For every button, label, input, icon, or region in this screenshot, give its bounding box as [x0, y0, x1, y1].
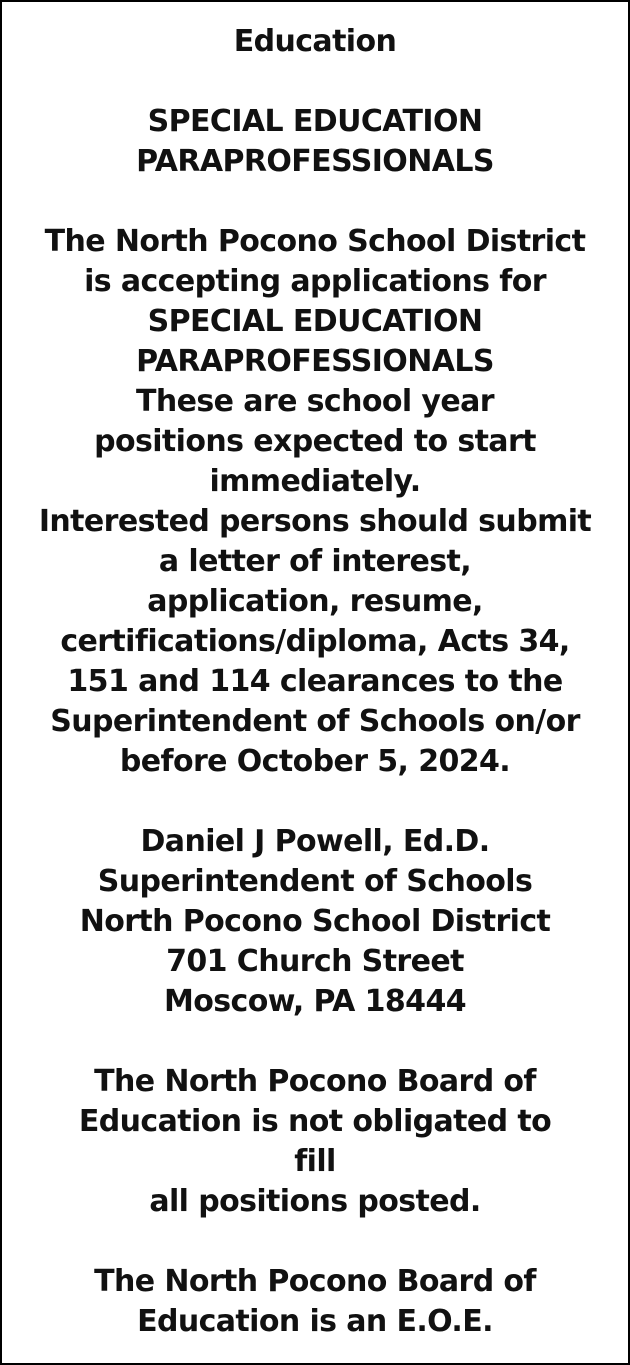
spacer [4, 182, 626, 222]
eoe-line: The North Pocono Board of [94, 1264, 536, 1299]
disclaimer-line: Education is not obligated to [78, 1104, 552, 1139]
contact-name: Daniel J Powell, Ed.D. [140, 824, 490, 859]
spacer [4, 782, 626, 822]
disclaimer-line: The North Pocono Board of [94, 1064, 536, 1099]
body-line: PARAPROFESSIONALS [136, 344, 494, 379]
disclaimer [4, 1062, 626, 1222]
disclaimer-line: all positions posted. [149, 1184, 481, 1219]
eoe-line: Education is an E.O.E. [137, 1304, 493, 1339]
ad-heading: Education [233, 24, 397, 59]
body-line: is accepting applications for [84, 264, 546, 299]
contact-title: Superintendent of Schools [97, 864, 533, 899]
contact-street: 701 Church Street [166, 944, 464, 979]
body-line: certifications/diploma, Acts 34, [60, 624, 570, 659]
spacer [4, 62, 626, 102]
position-title [4, 102, 626, 182]
ad-body [4, 222, 626, 782]
body-line: positions expected to start [94, 424, 536, 459]
body-line: SPECIAL EDUCATION [147, 304, 483, 339]
body-line: a letter of interest, [158, 544, 472, 579]
body-line: The North Pocono School District [44, 224, 586, 259]
body-line: These are school year [136, 384, 494, 419]
contact-city: Moscow, PA 18444 [163, 984, 467, 1019]
ad-content [4, 22, 626, 1342]
eoe-statement [4, 1262, 626, 1342]
spacer [4, 1022, 626, 1062]
body-line: immediately. [209, 464, 421, 499]
contact-block [4, 822, 626, 1022]
position-title-line: SPECIAL EDUCATION [147, 104, 483, 139]
body-line: Superintendent of Schools on/or [50, 704, 580, 739]
disclaimer-line: fill [294, 1144, 336, 1179]
body-line: before October 5, 2024. [119, 744, 511, 779]
body-line: 151 and 114 clearances to the [67, 664, 563, 699]
spacer [4, 1222, 626, 1262]
body-line: application, resume, [147, 584, 483, 619]
position-title-line: PARAPROFESSIONALS [136, 144, 494, 179]
body-line: Interested persons should submit [38, 504, 592, 539]
contact-organization: North Pocono School District [79, 904, 551, 939]
